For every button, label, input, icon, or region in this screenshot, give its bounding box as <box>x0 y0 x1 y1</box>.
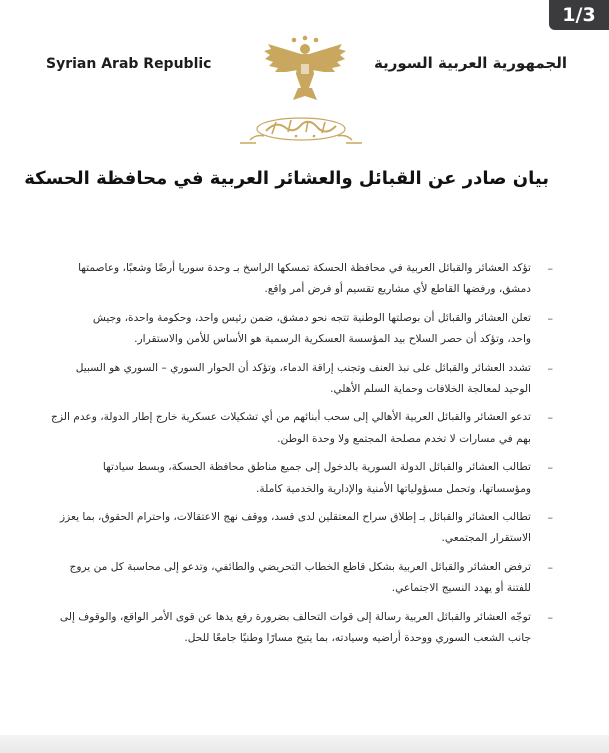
point-text-line: تشدد العشائر والقبائل على نبذ العنف وتجنب إراقة الدماء، وتؤكد أن الحوار السوري – السوري هو السبيل <box>75 361 531 374</box>
statement-point <box>50 557 555 600</box>
bullet-dash-icon: – <box>547 411 553 425</box>
basmala-calligraphy-icon <box>236 112 366 146</box>
bullet-dash-icon: – <box>547 560 553 574</box>
golden-eagle-icon <box>262 34 348 104</box>
statement-point <box>50 308 555 351</box>
point-text-line: تؤكد العشائر والقبائل العربية في محافظة الحسكة تمسكها الراسخ بـ وحدة سوريا أرضًا وشعبًا، وعاصمتها <box>78 262 531 274</box>
point-text-line: للفتنة أو يهدد النسيج الاجتماعي. <box>391 582 531 595</box>
point-text-line: تعلن العشائر والقبائل أن بوصلتها الوطنية تتجه نحو دمشق، ضمن رئيس واحد، وحكومة واحدة، وجيش <box>92 311 531 324</box>
statement-point <box>50 457 555 500</box>
point-text-line: الاستقرار المجتمعي. <box>441 532 531 545</box>
point-text-line: تطالب العشائر والقبائل الدولة السورية بالدخول إلى جميع مناطق محافظة الحسكة، وبسط سيادتها <box>102 461 531 474</box>
statement-point <box>50 258 555 301</box>
point-text-line: دمشق، ورفضها القاطع لأي مشاريع تقسيم أو فرض أمر واقع. <box>264 283 531 296</box>
point-text-line: الوحيد لمعالجة الخلافات وحماية السلم الأهلي. <box>330 383 531 396</box>
point-text-line: تدعو العشائر والقبائل العربية الأهالي إلى سحب أبنائهم من أي تشكيلات عسكرية خارج إطار الدولة، وعدم الزج <box>51 411 531 424</box>
point-text-line: واحد، وتؤكد أن حصر السلاح بيد المؤسسة العسكرية الرسمية هو الأساس للأمن والاستقرار. <box>134 333 531 346</box>
golden-eagle-icon-svg <box>262 34 348 104</box>
statement-point <box>50 607 555 650</box>
header-arabic-name: الجمهورية العربية السورية <box>374 54 567 72</box>
point-text-line: توجّه العشائر والقبائل العربية رسالة إلى قوات التحالف بضرورة رفع يدها عن قوى الأمر الواقع، والوقوف إلى <box>59 610 531 623</box>
statement-points-list <box>50 258 555 657</box>
statement-point <box>50 407 555 450</box>
statement-title: بيان صادر عن القبائل والعشائر العربية في محافظة الحسكة <box>24 168 549 189</box>
page-bottom-edge <box>0 735 609 753</box>
statement-point <box>50 358 555 401</box>
bullet-dash-icon: – <box>547 461 553 475</box>
point-text-line: بهم في مسارات لا تخدم مصلحة المجتمع ولا وحدة الوطن. <box>277 432 531 445</box>
statement-point <box>50 507 555 550</box>
bullet-dash-icon: – <box>547 361 553 375</box>
point-text-line: تطالب العشائر والقبائل بـ إطلاق سراح المعتقلين لدى قسد، ووقف نهج الاعتقالات، واحترام الحقوق، بما يعزز <box>60 511 531 524</box>
header-english-name: Syrian Arab Republic <box>46 56 212 72</box>
point-text-line: جانب الشعب السوري ووحدة أراضيه وسيادته، بما يتيح مسارًا وطنيًا جامعًا للحل. <box>184 632 531 645</box>
point-text-line: ومؤسساتها، وتحمل مسؤولياتها الأمنية والإدارية والخدمية كاملة. <box>256 482 531 495</box>
bullet-dash-icon: – <box>547 262 553 275</box>
page-indicator: 1/3 <box>549 0 609 30</box>
basmala-calligraphy-svg <box>236 112 366 146</box>
bullet-dash-icon: – <box>547 311 553 325</box>
point-text-line: ترفض العشائر والقبائل العربية بشكل قاطع الخطاب التحريضي والطائفي، وتدعو إلى محاسبة كل من يروج <box>69 560 531 573</box>
bullet-dash-icon: – <box>547 511 553 525</box>
bullet-dash-icon: – <box>547 610 553 624</box>
